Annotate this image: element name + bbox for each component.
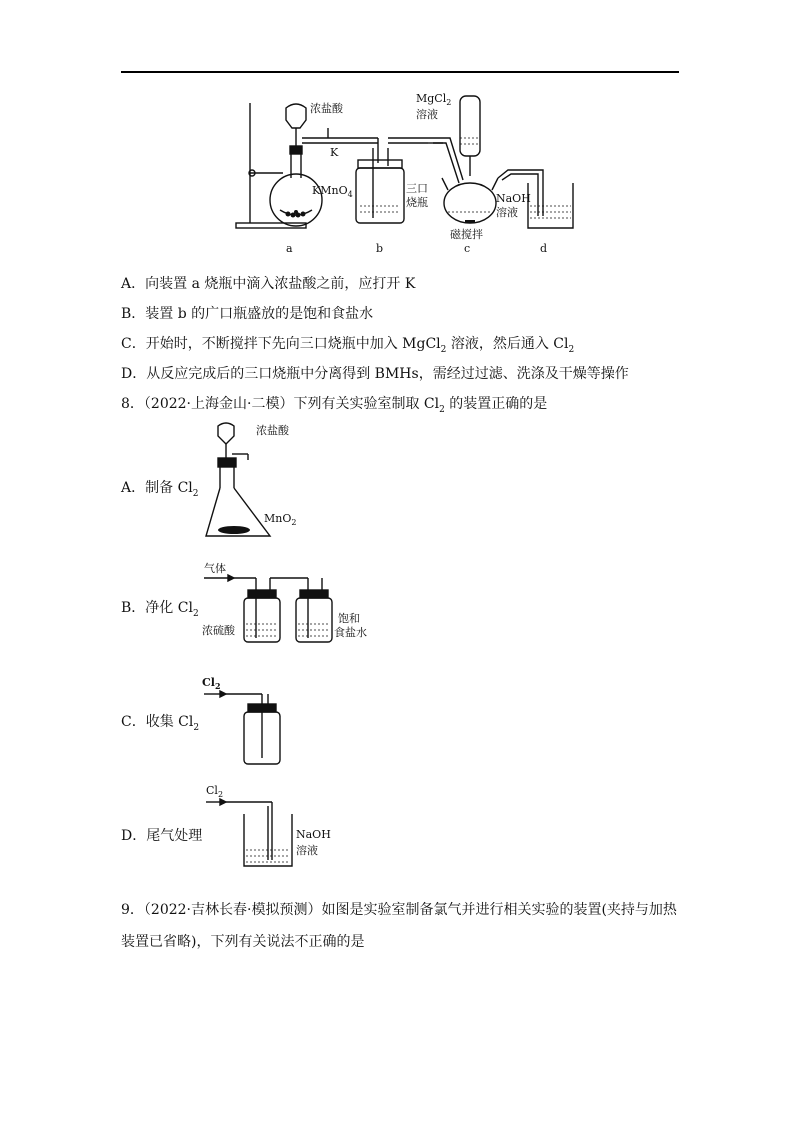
figure-a-label-hcl: 浓盐酸 [256, 424, 289, 437]
label-naoh-solution: 溶液 [496, 206, 518, 219]
q7-option-a: A．向装置 a 烧瓶中滴入浓盐酸之前，应打开 K [121, 276, 416, 292]
q8-option-b: B．净化 $Cl_2$ [121, 600, 199, 619]
label-stirring: 磁搅拌 [450, 228, 483, 241]
figure-b-wash-bottles [198, 560, 398, 650]
q7-option-c: C．开始时，不断搅拌下先向三口烧瓶中加入 MgCl$_2$ 溶液，然后通入 $Cl_2$ [121, 336, 575, 355]
q9-stem-line-2: 装置已省略)，下列有关说法不正确的是 [121, 934, 365, 950]
figure-d-label-naoh: NaOH [296, 828, 331, 841]
figure-c-collection-bottle [198, 672, 298, 772]
q8-option-c: C．收集 $Cl_2$ [121, 714, 200, 733]
label-mgcl2-solution: 溶液 [416, 108, 438, 121]
label-b: b [376, 242, 384, 255]
figure-c-label-cl2: $Cl_2$ [202, 676, 221, 691]
figure-b-label-brine-1: 饱和 [338, 612, 360, 625]
figure-a-flask [198, 418, 318, 543]
label-three-neck-1: 三口 [406, 182, 428, 195]
label-naoh: NaOH [496, 192, 531, 205]
label-k: K [330, 146, 339, 159]
figure-b-label-gas: 气体 [204, 562, 226, 575]
header-rule [121, 71, 679, 73]
q7-option-d: D．从反应完成后的三口烧瓶中分离得到 BMHs，需经过过滤、洗涤及干燥等操作 [121, 366, 629, 382]
label-three-neck-2: 烧瓶 [406, 196, 428, 209]
apparatus-figure [228, 88, 578, 258]
label-conc-hcl: 浓盐酸 [310, 102, 343, 115]
label-d: d [540, 242, 548, 255]
figure-a-label-mno2: MnO$_2$ [264, 512, 297, 527]
q7-option-b: B．装置 b 的广口瓶盛放的是饱和食盐水 [121, 306, 374, 322]
figure-b-label-brine-2: 食盐水 [334, 626, 367, 639]
q8-stem: 8．（2022·上海金山·二模）下列有关实验室制取 $Cl_2$ 的装置正确的是 [121, 396, 548, 415]
figure-d-label-solution: 溶液 [296, 844, 318, 857]
q9-stem-line-1: 9．（2022·吉林长春·模拟预测）如图是实验室制备氯气并进行相关实验的装置(夹持与加热 [121, 902, 677, 918]
figure-d-tail-gas [198, 780, 358, 870]
figure-d-label-cl2: $Cl_2$ [206, 784, 224, 799]
label-kmno4: KMnO$_4$ [312, 184, 353, 199]
label-mgcl2: MgCl$_2$ [416, 92, 452, 107]
figure-b-label-h2so4: 浓硫酸 [202, 624, 235, 637]
q8-option-d: D．尾气处理 [121, 828, 203, 844]
label-c: c [464, 242, 471, 255]
q8-option-a: A．制备 $Cl_2$ [121, 480, 199, 499]
label-a: a [286, 242, 293, 255]
